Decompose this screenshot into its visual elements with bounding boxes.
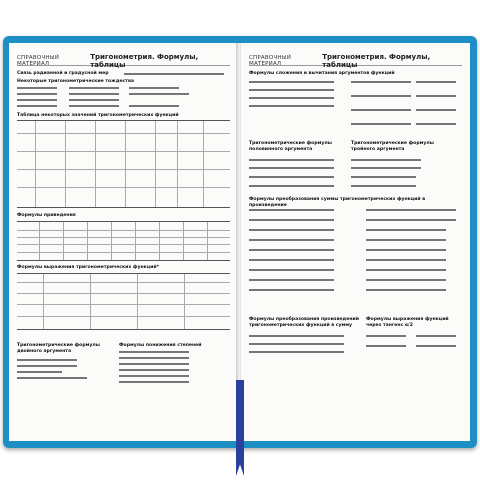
formula-line	[249, 289, 334, 291]
formula-line	[249, 159, 334, 161]
section-reduction: Формулы приведения	[17, 213, 76, 218]
formula-line	[17, 371, 62, 373]
formula-line	[17, 93, 57, 95]
formula-line	[249, 176, 334, 178]
formula-line	[124, 73, 224, 75]
formula-line	[416, 109, 456, 111]
bookmark-ribbon	[236, 380, 244, 476]
formula-line	[249, 259, 334, 261]
section-addition: Формулы сложения и вычитания аргументов функций	[249, 71, 395, 76]
formula-line	[249, 185, 334, 187]
formula-line	[416, 345, 456, 347]
formula-line	[17, 99, 57, 101]
formula-line	[17, 105, 57, 107]
formula-line	[351, 176, 416, 178]
formula-line	[366, 249, 446, 251]
left-header-label: СПРАВОЧНЫЙ МАТЕРИАЛ	[17, 55, 60, 67]
reduction-table	[17, 221, 230, 261]
left-header-title: Тригонометрия. Формулы, таблицы	[90, 53, 199, 69]
formula-line	[366, 289, 446, 291]
formula-line	[366, 335, 406, 337]
formula-line	[69, 93, 119, 95]
right-page-header	[249, 53, 462, 69]
formula-line	[129, 87, 179, 89]
formula-line	[249, 97, 334, 99]
formula-line	[351, 109, 411, 111]
formula-line	[366, 259, 446, 261]
formula-line	[366, 229, 446, 231]
formula-line	[249, 239, 334, 241]
section-radian-degree: Связь радианной и градусной мер	[17, 71, 109, 76]
formula-line	[119, 363, 189, 365]
formula-line	[249, 343, 344, 345]
formula-line	[416, 81, 456, 83]
formula-line	[249, 269, 334, 271]
formula-line	[17, 365, 77, 367]
formula-line	[17, 359, 77, 361]
formula-line	[119, 381, 189, 383]
formula-line	[366, 209, 456, 211]
formula-line	[351, 159, 421, 161]
formula-line	[366, 219, 456, 221]
formula-line	[249, 351, 344, 353]
formula-line	[17, 87, 57, 89]
formula-line	[366, 269, 446, 271]
formula-line	[119, 369, 189, 371]
formula-line	[366, 239, 446, 241]
formula-line	[366, 279, 446, 281]
left-page-header	[17, 53, 230, 69]
formula-line	[249, 335, 344, 337]
formula-line	[129, 105, 179, 107]
formula-line	[249, 209, 334, 211]
left-page	[9, 43, 238, 441]
right-page	[241, 43, 470, 441]
formula-line	[351, 167, 421, 169]
right-header-title: Тригонометрия. Формулы, таблицы	[322, 53, 431, 69]
formula-line	[249, 249, 334, 251]
formula-line	[119, 351, 189, 353]
formula-line	[249, 105, 334, 107]
section-identities: Некоторые тригонометрические тождества	[17, 79, 134, 84]
formula-line	[351, 95, 411, 97]
formula-line	[69, 105, 119, 107]
formula-line	[249, 219, 334, 221]
section-values-table: Таблица некоторых значений тригонометрических функций	[17, 113, 179, 118]
section-triple-argument: Тригонометрические формулы тройного аргумента	[351, 141, 434, 152]
section-double-argument: Тригонометрические формулы двойного аргумента	[17, 343, 100, 354]
right-header-label: СПРАВОЧНЫЙ МАТЕРИАЛ	[249, 55, 292, 67]
formula-line	[119, 375, 189, 377]
formula-line	[416, 95, 456, 97]
section-power-reduction: Формулы понижения степеней	[119, 343, 202, 348]
formula-line	[351, 123, 411, 125]
formula-line	[366, 345, 406, 347]
expressions-table	[17, 273, 230, 330]
formula-line	[249, 167, 334, 169]
formula-line	[17, 377, 87, 379]
section-tangent-half: Формулы выражения функций через тангенс α/2	[366, 317, 449, 328]
formula-line	[249, 81, 334, 83]
formula-line	[351, 185, 416, 187]
section-half-argument: Тригонометрические формулы половинного аргумента	[249, 141, 332, 152]
formula-line	[69, 87, 119, 89]
formula-line	[249, 229, 334, 231]
formula-line	[351, 81, 411, 83]
formula-line	[416, 335, 456, 337]
values-table	[17, 120, 230, 208]
section-sum-to-product: Формулы преобразования суммы тригонометрических функций в произведение	[249, 197, 426, 208]
formula-line	[249, 279, 334, 281]
formula-line	[119, 357, 189, 359]
section-expressions: Формулы выражения тригонометрических функций*	[17, 265, 160, 270]
formula-line	[69, 99, 119, 101]
formula-line	[249, 89, 334, 91]
formula-line	[416, 123, 456, 125]
section-product-to-sum: Формулы преобразования произведений тригонометрических функций в сумму	[249, 317, 359, 328]
formula-line	[129, 93, 189, 95]
